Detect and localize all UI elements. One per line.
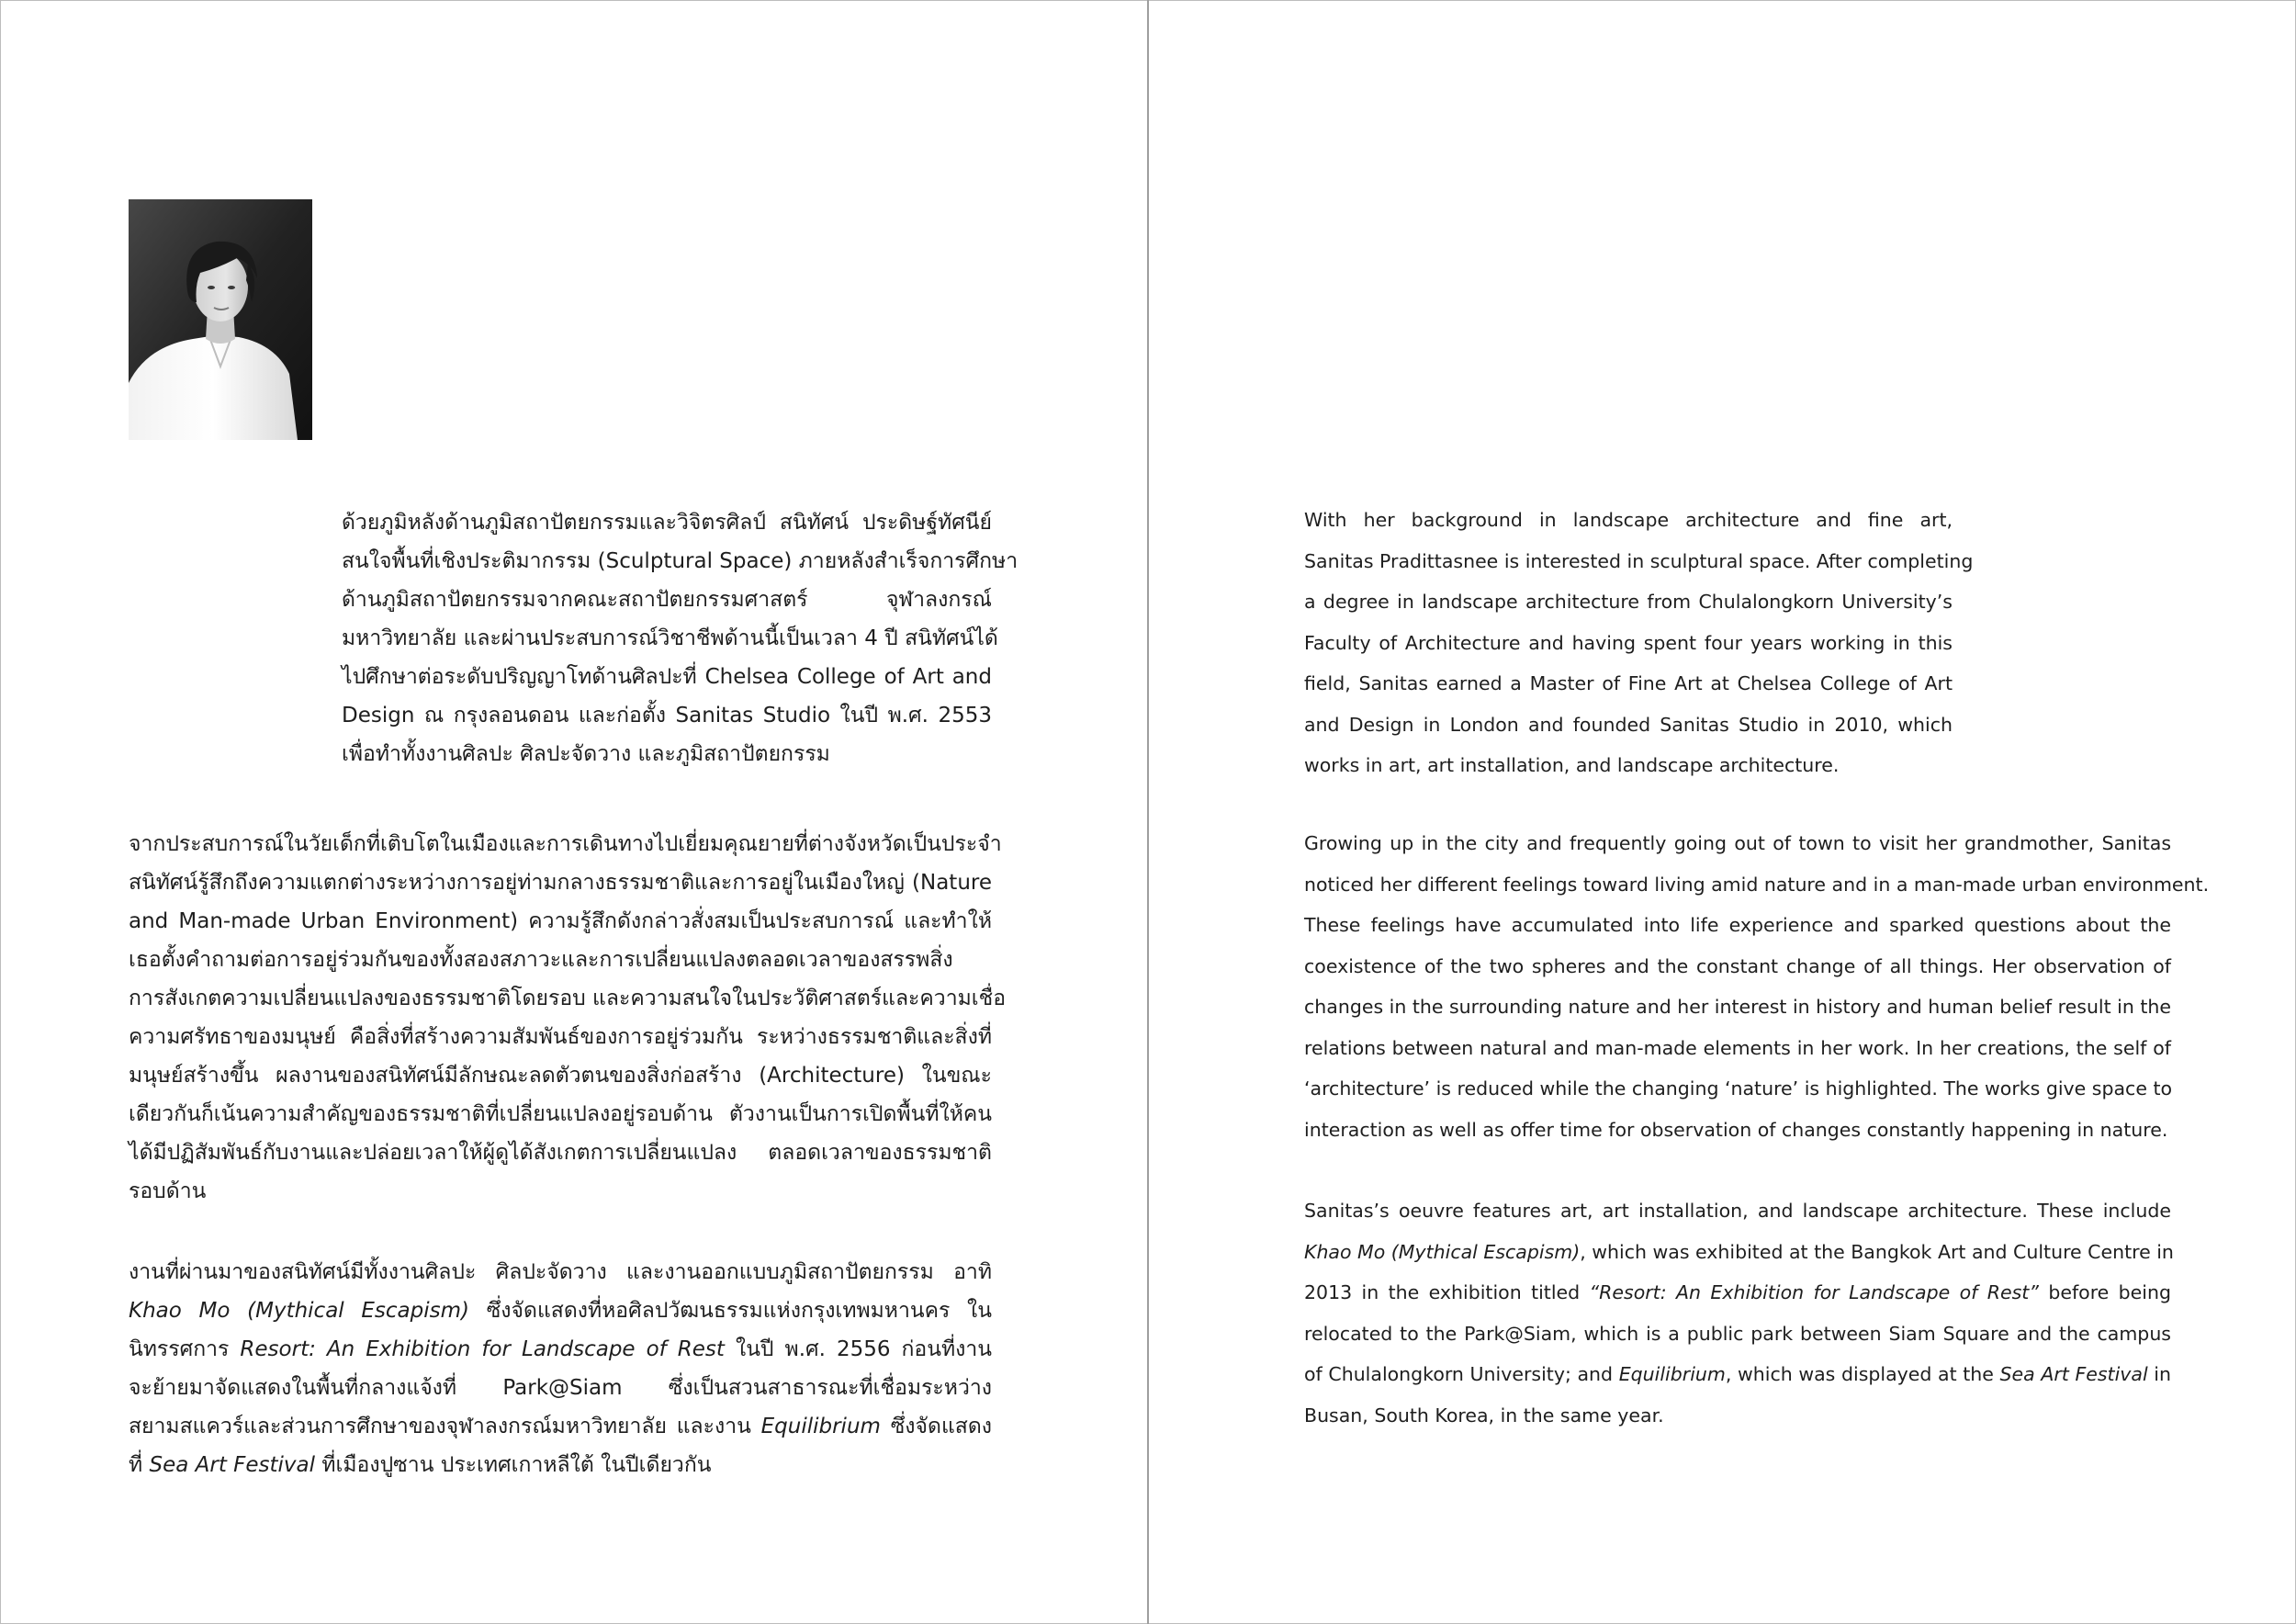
english-p3-text: relocated to the Park@Siam, which is a public park between Siam Square and the campus	[1304, 1322, 2171, 1345]
thai-p3-text: นิทรรศการ	[129, 1337, 241, 1361]
english-p1-line: works in art, art installation, and landscape architecture.	[1304, 754, 1840, 776]
thai-p3-italic: Equilibrium	[760, 1415, 881, 1438]
thai-p2-line: ได้มีปฏิสัมพันธ์กับงานและปล่อยเวลาให้ผู้ดูได้สังเกตการเปลี่ยนแปลง ตลอดเวลาของธรรมชาติ	[129, 1141, 992, 1165]
english-p3-line	[1304, 1314, 2171, 1355]
book-gutter	[1147, 0, 1149, 1624]
thai-p3-text: ซึ่งจัดแสดง	[880, 1415, 992, 1438]
thai-p1-line: เพื่อทำทั้งงานศิลปะ ศิลปะจัดวาง และภูมิสถาปัตยกรรม	[342, 742, 830, 766]
thai-p3-line	[129, 1291, 992, 1330]
english-p2-line: ‘architecture’ is reduced while the changing ‘nature’ is highlighted. The works give space to	[1304, 1077, 2173, 1100]
english-p3-text: before being	[2038, 1281, 2171, 1303]
english-p2-line: coexistence of the two spheres and the constant change of all things. Her observation of	[1304, 954, 2171, 977]
english-p3-italic: Khao Mo (Mythical Escapism)	[1304, 1240, 1581, 1263]
english-p1-line: field, Sanitas earned a Master of Fine Art at Chelsea College of Art	[1304, 672, 1953, 694]
thai-p1-line: Design ณ กรุงลอนดอน และก่อตั้ง Sanitas Studio ในปี พ.ศ. 2553	[342, 704, 992, 727]
thai-p3-italic: Sea Art Festival	[149, 1453, 316, 1477]
english-p1-line: and Design in London and founded Sanitas Studio in 2010, which	[1304, 713, 1953, 736]
thai-p3-line	[129, 1253, 992, 1291]
english-paragraph-3	[1304, 1190, 2174, 1436]
english-p3-text: , which was exhibited at the Bangkok Art and Culture Centre in	[1580, 1240, 2174, 1263]
artist-portrait-photo	[129, 199, 312, 440]
english-p2-line: Growing up in the city and frequently going out of town to visit her grandmother, Sanitas	[1304, 832, 2171, 854]
thai-p3-line	[129, 1330, 992, 1369]
thai-p3-text: ซึ่งจัดแสดงที่หอศิลปวัฒนธรรมแห่งกรุงเทพมหานคร ใน	[469, 1299, 992, 1323]
english-p2-line: noticed her different feelings toward living amid nature and in a man-made urban environment.	[1304, 873, 2210, 896]
english-p3-line	[1304, 1272, 2171, 1314]
english-p3-line	[1304, 1232, 2174, 1273]
left-page	[0, 0, 1147, 1624]
thai-p3-text: ที่	[129, 1453, 150, 1477]
english-p3-italic: Equilibrium	[1618, 1363, 1726, 1385]
english-p3-line	[1304, 1190, 2171, 1232]
english-paragraph-2	[1304, 823, 2210, 1150]
english-p3-line	[1304, 1395, 2171, 1437]
thai-p1-line: ด้านภูมิสถาปัตยกรรมจากคณะสถาปัตยกรรมศาสตร์ จุฬาลงกรณ์	[342, 588, 992, 612]
thai-paragraph-2	[129, 825, 1007, 1211]
english-p3-italic: Sea Art Festival	[1999, 1363, 2148, 1385]
thai-p2-line: มนุษย์สร้างขึ้น ผลงานของสนิทัศน์มีลักษณะลดตัวตนของสิ่งก่อสร้าง (Architecture) ในขณะ	[129, 1064, 992, 1088]
english-p3-line	[1304, 1354, 2171, 1395]
thai-p2-line: เธอตั้งคำถามต่อการอยู่ร่วมกันของทั้งสองสภาวะและการเปลี่ยนแปลงตลอดเวลาของสรรพสิ่ง	[129, 948, 953, 972]
thai-p3-text: ในปี พ.ศ. 2556 ก่อนที่งาน	[724, 1337, 992, 1361]
thai-p3-text: ที่เมืองปูซาน ประเทศเกาหลีใต้ ในปีเดียวกัน	[315, 1453, 712, 1477]
english-p3-text: 2013 in the exhibition titled	[1304, 1281, 1590, 1303]
english-p1-line: a degree in landscape architecture from Chulalongkorn University’s	[1304, 591, 1953, 613]
english-p1-line: With her background in landscape architecture and fine art,	[1304, 509, 1953, 531]
english-p3-text: Busan, South Korea, in the same year.	[1304, 1404, 1664, 1427]
english-p2-line: changes in the surrounding nature and her interest in history and human belief result in the	[1304, 996, 2172, 1018]
english-p3-text: , which was displayed at the	[1725, 1363, 2000, 1385]
thai-p3-line	[129, 1446, 992, 1484]
thai-paragraph-1	[342, 503, 1019, 773]
thai-p1-line: ไปศึกษาต่อระดับปริญญาโทด้านศิลปะที่ Chelsea College of Art and	[342, 665, 992, 689]
thai-p2-line: and Man-made Urban Environment) ความรู้สึกดังกล่าวสั่งสมเป็นประสบการณ์ และทำให้	[129, 909, 992, 933]
english-p3-text: Sanitas’s oeuvre features art, art installation, and landscape architecture. These include	[1304, 1200, 2171, 1222]
thai-p3-text: งานที่ผ่านมาของสนิทัศน์มีทั้งงานศิลปะ ศิลปะจัดวาง และงานออกแบบภูมิสถาปัตยกรรม อาทิ	[129, 1260, 992, 1284]
thai-paragraph-3	[129, 1253, 992, 1484]
thai-p1-line: ด้วยภูมิหลังด้านภูมิสถาปัตยกรรมและวิจิตรศิลป์ สนิทัศน์ ประดิษฐ์ทัศนีย์	[342, 511, 992, 535]
thai-p3-italic: Resort: An Exhibition for Landscape of Rest	[240, 1337, 725, 1361]
english-p1-line: Faculty of Architecture and having spent four years working in this	[1304, 631, 1953, 654]
english-paragraph-1	[1304, 500, 1974, 786]
thai-p1-line: มหาวิทยาลัย และผ่านประสบการณ์วิชาชีพด้านนี้เป็นเวลา 4 ปี สนิทัศน์ได้	[342, 626, 998, 650]
english-p3-italic: “Resort: An Exhibition for Landscape of Rest”	[1589, 1281, 2039, 1303]
thai-p2-line: ความศรัทธาของมนุษย์ คือสิ่งที่สร้างความสัมพันธ์ของการอยู่ร่วมกัน ระหว่างธรรมชาติและสิ่งที่	[129, 1025, 992, 1049]
thai-p3-line	[129, 1369, 992, 1407]
thai-p3-line	[129, 1407, 992, 1446]
thai-p2-line: รอบด้าน	[129, 1179, 207, 1203]
thai-p2-line: การสังเกตความเปลี่ยนแปลงของธรรมชาติโดยรอบ และความสนใจในประวัติศาสตร์และความเชื่อ	[129, 987, 1007, 1010]
english-p2-line: interaction as well as offer time for observation of changes constantly happening in nature.	[1304, 1118, 2168, 1141]
thai-p3-text: จะย้ายมาจัดแสดงในพื้นที่กลางแจ้งที่ Park@Siam ซึ่งเป็นสวนสาธารณะที่เชื่อมระหว่าง	[129, 1376, 992, 1400]
thai-p2-line: เดียวกันก็เน้นความสำคัญของธรรมชาติที่เปลี่ยนแปลงอยู่รอบด้าน ตัวงานเป็นการเปิดพื้นที่ให้คน	[129, 1102, 992, 1126]
english-p2-line: These feelings have accumulated into life experience and sparked questions about the	[1304, 914, 2171, 936]
english-p1-line: Sanitas Pradittasnee is interested in sculptural space. After completing	[1304, 549, 1974, 572]
english-p3-text: of Chulalongkorn University; and	[1304, 1363, 1619, 1385]
portrait-illustration	[129, 199, 312, 440]
thai-p2-line: จากประสบการณ์ในวัยเด็กที่เติบโตในเมืองและการเดินทางไปเยี่ยมคุณยายที่ต่างจังหวัดเป็นประจำ	[129, 832, 1002, 856]
thai-p2-line: สนิทัศน์รู้สึกถึงความแตกต่างระหว่างการอยู่ท่ามกลางธรรมชาติและการอยู่ในเมืองใหญ่ (Nature	[129, 871, 992, 895]
thai-p3-italic: Khao Mo (Mythical Escapism)	[129, 1299, 469, 1323]
thai-p1-line: สนใจพื้นที่เชิงประติมากรรม (Sculptural Space) ภายหลังสำเร็จการศึกษา	[342, 549, 1019, 573]
english-p3-text: in	[2147, 1363, 2171, 1385]
english-p2-line: relations between natural and man-made elements in her work. In her creations, the self of	[1304, 1036, 2171, 1059]
thai-p3-text: สยามสแควร์และส่วนการศึกษาของจุฬาลงกรณ์มหาวิทยาลัย และงาน	[129, 1415, 761, 1438]
